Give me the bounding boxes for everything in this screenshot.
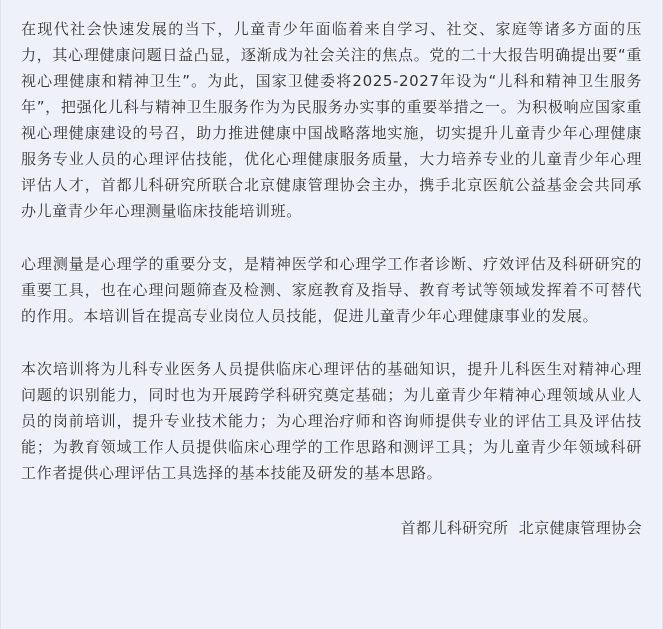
paragraph-training-goals: 本次培训将为儿科专业医务人员提供临床心理评估的基础知识，提升儿科医生对精神心理问题的识别能力，同时也为开展跨学科研究奠定基础；为儿童青少年精神心理领域从业人员的岗前培训，提升专业技术能力；为心理治疗师和咨询师提供专业的评估工具及评估技能；为教育领域工作人员提供临床心理学的工作思路和测评工具；为儿童青少年领域科研工作者提供心理评估工具选择的基本技能及研发的基本思路。 (21, 360, 642, 482)
paragraph-gap (21, 329, 642, 356)
paragraph-gap (21, 224, 642, 251)
paragraph-intro: 在现代社会快速发展的当下，儿童青少年面临着来自学习、社交、家庭等诸多方面的压力，其心理健康问题日益凸显，逐渐成为社会关注的焦点。党的二十大报告明确提出要“重视心理健康和精神卫生”。为此，国家卫健委将2025-2027年设为“儿科和精神卫生服务年”，把强化儿科与精神卫生服务作为为民服务办实事的重要举措之一。为积极响应国家重视心理健康建设的号召，助力推进健康中国战略落地实施，切实提升儿童青少年心理健康服务专业人员的心理评估技能，优化心理健康服务质量，大力培养专业的儿童青少年心理评估人才，首都儿科研究所联合北京健康管理协会主办，携手北京医航公益基金会共同承办儿童青少年心理测量临床技能培训班。 (21, 20, 642, 220)
paragraph-psychometrics: 心理测量是心理学的重要分支，是精神医学和心理学工作者诊断、疗效评估及科研研究的重要工具，也在心理问题筛查及检测、家庭教育及指导、教育考试等领域发挥着不可替代的作用。本培训旨在提高专业岗位人员技能，促进儿童青少年心理健康事业的发展。 (21, 255, 642, 325)
signature: 首都儿科研究所 北京健康管理协会 (400, 519, 642, 537)
